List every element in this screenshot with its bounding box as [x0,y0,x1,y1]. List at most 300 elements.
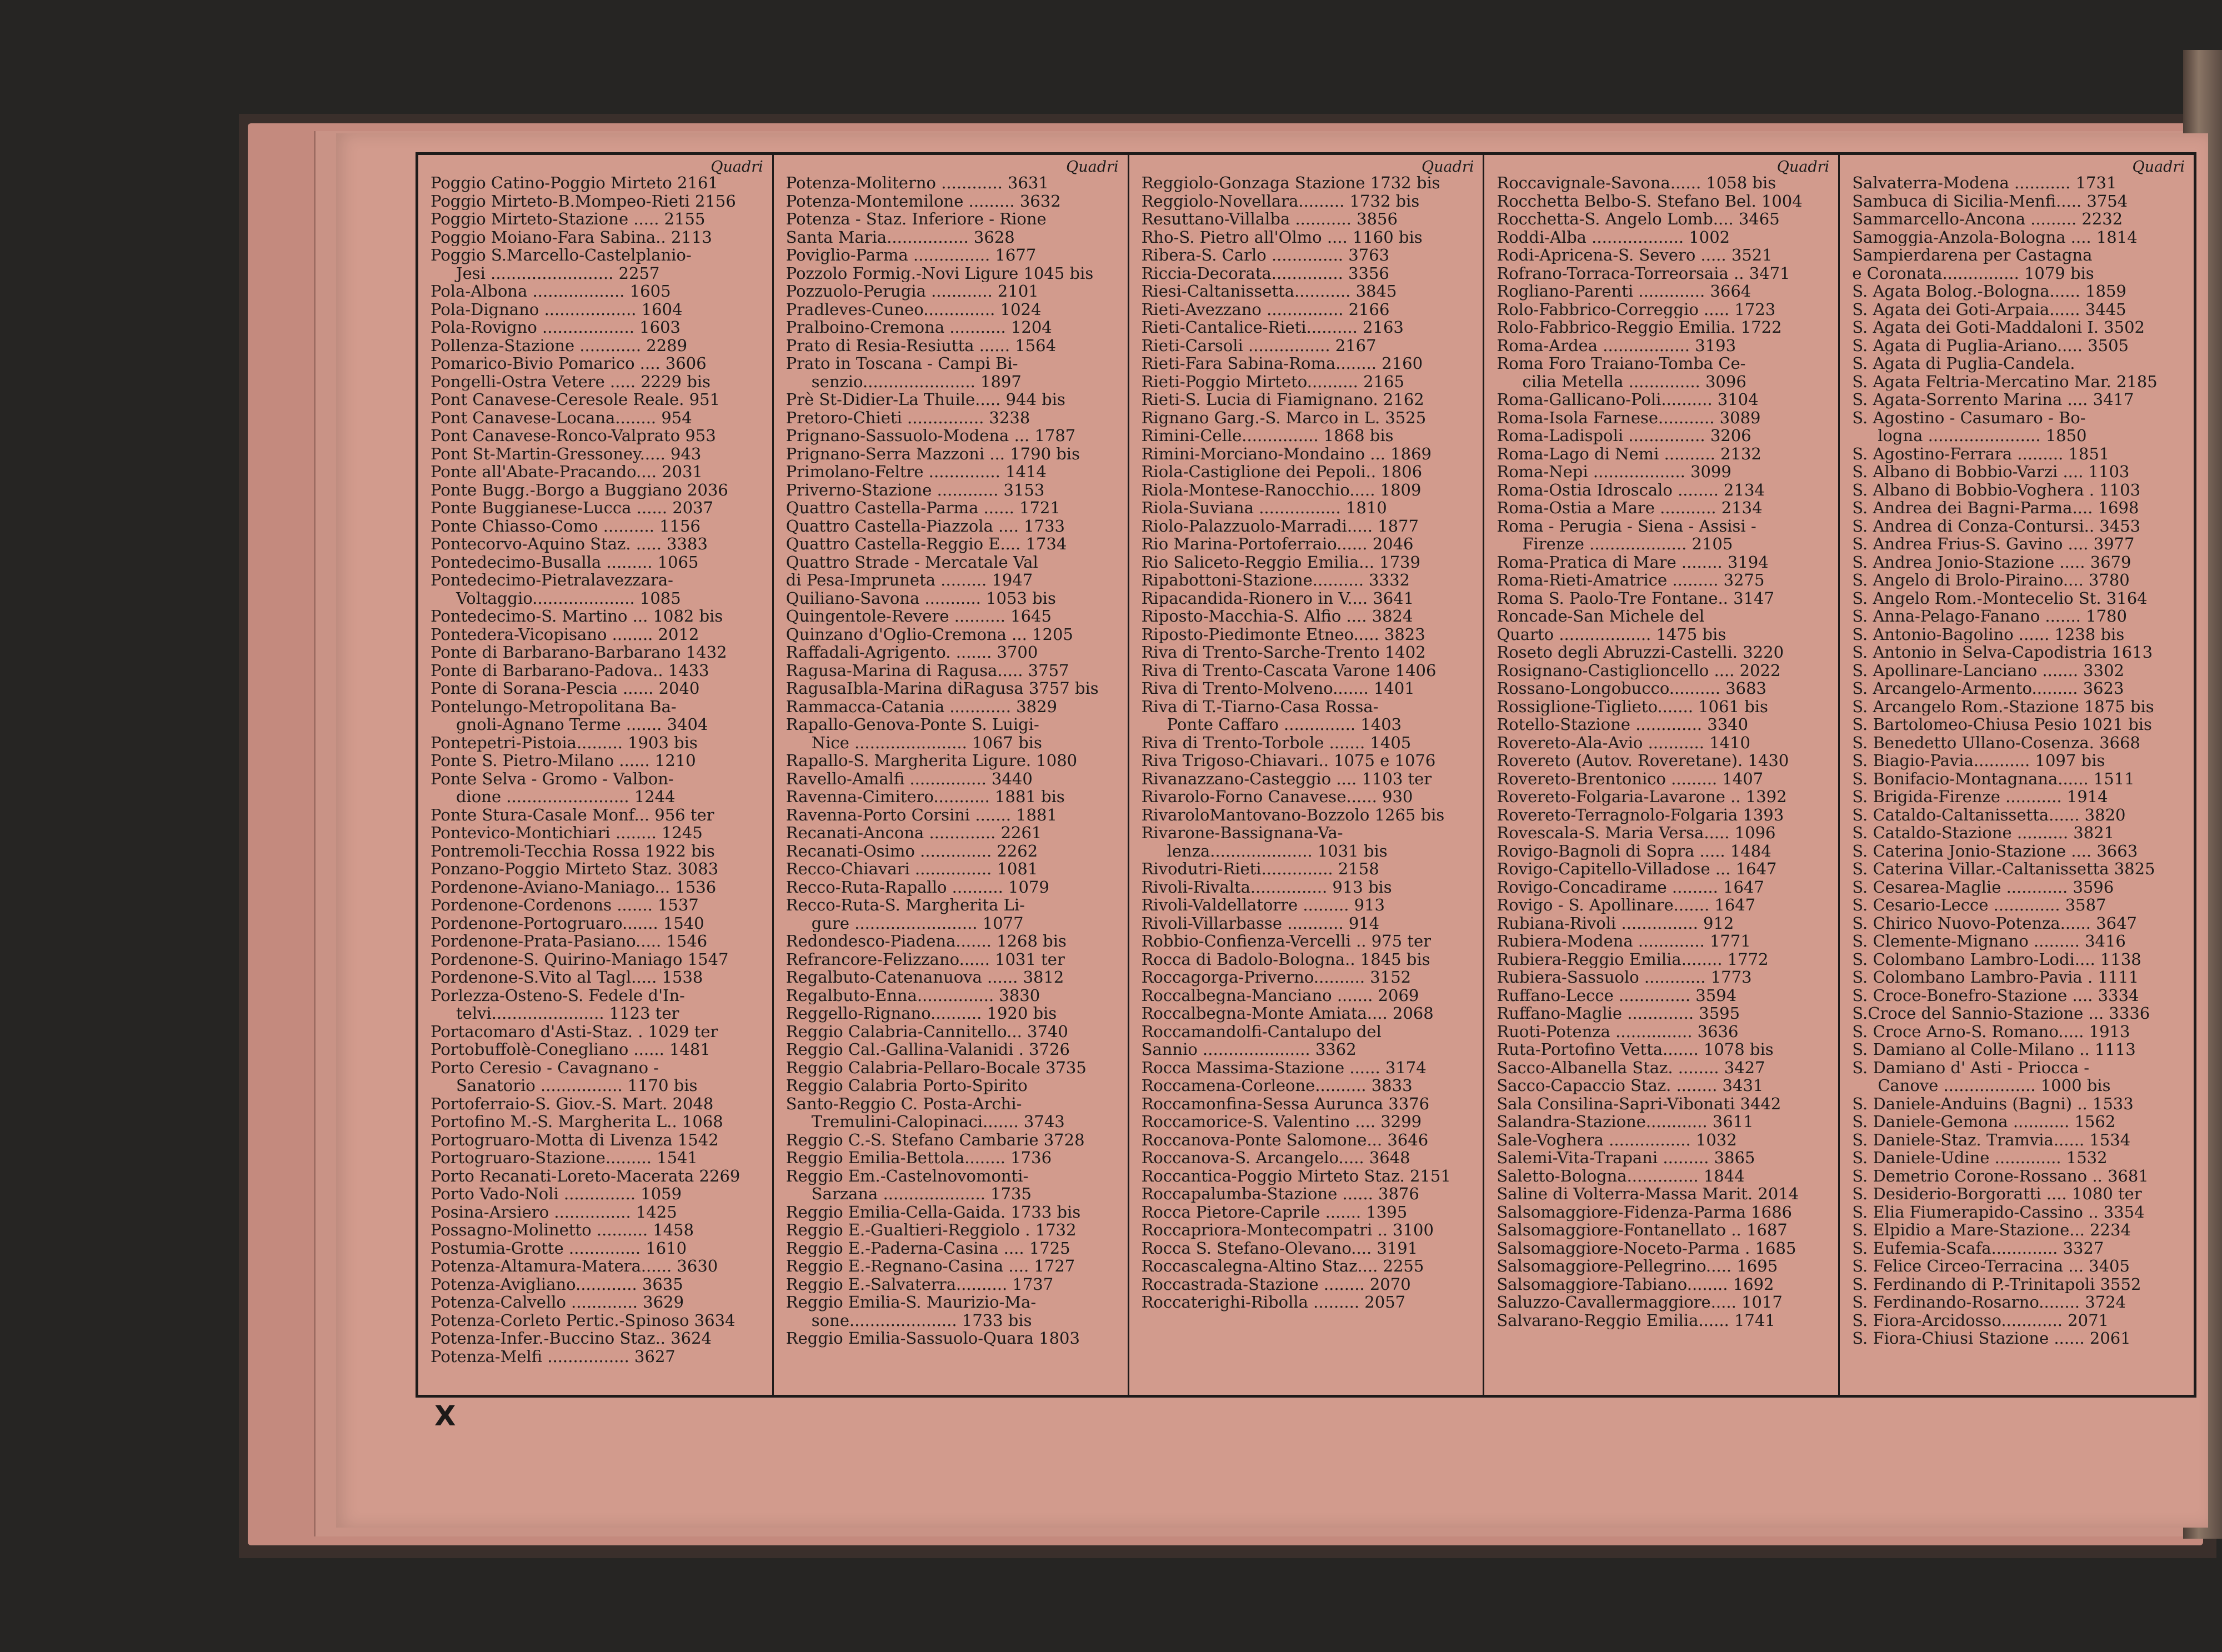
index-entry: Pozzolo Formig.-Novi Ligure 1045 bis [785,264,1094,282]
index-entry: S. Elpidio a Mare-Stazione... 2234 [1852,1221,2131,1239]
index-entry: Reggio Emilia-Bettola........ 1736 [785,1149,1052,1167]
index-entry: S. Bartolomeo-Chiusa Pesio 1021 bis [1852,715,2152,734]
index-entry: Rovereto-Brentonico ......... 1407 [1497,769,1764,788]
index-entry: Rolo-Fabbrico-Reggio Emilia. 1722 [1497,318,1782,337]
index-entry: Riva Trigoso-Chiavari.. 1075 e 1076 [1141,752,1436,770]
index-entry: S. Agata dei Goti-Maddaloni I. 3502 [1852,318,2145,337]
index-entry: cilia Metella .............. 3096 [1522,372,1746,391]
index-entry: Porto Vado-Noli .............. 1059 [431,1185,682,1203]
index-entry: Rossiglione-Tiglieto....... 1061 bis [1497,697,1768,715]
index-entry: Roma-Pratica di Mare ........ 3194 [1497,553,1769,571]
index-entry: Roma-Isola Farnese........... 3089 [1497,408,1761,427]
index-entry: Rovereto-Folgaria-Lavarone .. 1392 [1497,788,1787,806]
index-entry: S. Brigida-Firenze ........... 1914 [1852,788,2108,806]
index-entry: Rovigo-Bagnoli di Sopra ..... 1484 [1497,842,1771,860]
index-entry: Roma-Ardea ................. 3193 [1497,336,1736,354]
quadri-header: Quadri [710,158,763,176]
index-entry: Pontedecimo-Busalla ......... 1065 [431,553,699,571]
index-entry: S. Caterina Jonio-Stazione .... 3663 [1852,842,2138,860]
index-entry: dione ........................ 1244 [456,788,675,806]
index-entry: Quinzano d'Oglio-Cremona ... 1205 [785,625,1073,643]
index-entry: Redondesco-Piadena....... 1268 bis [785,932,1067,950]
index-entry: Roma-Rieti-Amatrice ......... 3275 [1497,571,1765,589]
index-entry: Ponte Caffaro .............. 1403 [1167,715,1402,734]
index-entry: Roma-Lago di Nemi .......... 2132 [1497,444,1761,463]
index-column-5 [1838,155,2194,1395]
index-entry: Roccavignale-Savona...... 1058 bis [1497,174,1776,192]
index-entry: Santa Maria................ 3628 [785,228,1015,246]
index-entry: senzio...................... 1897 [811,372,1022,391]
index-entry: Rapallo-S. Margherita Ligure. 1080 [785,752,1078,770]
index-entry: Pontecorvo-Aquino Staz. ..... 3383 [431,535,708,553]
index-entry: Pordenone-Aviano-Maniago... 1536 [431,878,717,896]
index-entry: Pralboino-Cremona ........... 1204 [785,318,1052,337]
index-entry: Pola-Albona .................. 1605 [431,282,671,301]
index-entry: Quattro Castella-Parma ...... 1721 [785,499,1060,517]
index-entry: Rivodutri-Rieti.............. 2158 [1141,860,1379,878]
index-entry: Robbio-Confienza-Vercelli .. 975 ter [1141,932,1431,950]
index-entry: Sampierdarena per Castagna [1852,246,2093,264]
index-entry: Potenza-Corleto Pertic.-Spinoso 3634 [431,1311,735,1329]
index-entry: Pontedecimo-S. Martino ... 1082 bis [431,607,723,625]
entry-list [786,174,1122,1348]
index-entry: S. Andrea Frius-S. Gavino .... 3977 [1852,535,2135,553]
index-entry: Salsomaggiore-Noceto-Parma . 1685 [1497,1239,1796,1257]
index-entry: Rimini-Morciano-Mondaino ... 1869 [1141,444,1432,463]
index-entry: Ponte di Barbarano-Barbarano 1432 [431,643,727,662]
index-entry: Reggello-Rignano.......... 1920 bis [785,1004,1057,1023]
index-entry: S. Andrea di Conza-Contursi.. 3453 [1852,517,2141,535]
index-entry: S. Colombano Lambro-Lodi.... 1138 [1852,950,2141,968]
index-entry: Pontedecimo-Pietralavezzara- [431,571,673,589]
index-entry: Rho-S. Pietro all'Olmo .... 1160 bis [1141,228,1423,246]
index-entry: Salsomaggiore-Tabiano........ 1692 [1497,1275,1774,1293]
index-entry: Potenza-Melfi ................ 3627 [431,1347,675,1365]
index-entry: Quarto .................. 1475 bis [1497,625,1726,643]
index-entry: Roddi-Alba .................. 1002 [1497,228,1730,246]
index-entry: S. Fiora-Arcidosso............ 2071 [1852,1311,2109,1329]
index-entry: Rieti-Fara Sabina-Roma........ 2160 [1141,354,1423,373]
index-entry: S. Cataldo-Stazione .......... 3821 [1852,824,2115,842]
index-entry: Salsomaggiore-Pellegrino..... 1695 [1497,1257,1778,1275]
index-entry: Reggio Emilia-Cella-Gaida. 1733 bis [785,1203,1081,1221]
index-entry: Sacco-Capaccio Staz. ........ 3431 [1497,1077,1764,1095]
index-entry: Resuttano-Villalba ........... 3856 [1141,210,1398,228]
index-entry: Ponte Buggianese-Lucca ...... 2037 [431,499,714,517]
index-entry: Rivoli-Valdellatorre ......... 913 [1141,896,1385,914]
index-entry: S. Anna-Pelago-Fanano ....... 1780 [1852,607,2127,625]
index-entry: Rubiera-Modena ............. 1771 [1497,932,1751,950]
index-entry: gnoli-Agnano Terme ....... 3404 [456,715,708,734]
index-entry: sone..................... 1733 bis [811,1311,1032,1329]
index-entry: Recco-Ruta-S. Margherita Li- [785,896,1025,914]
index-entry: Ravenna-Porto Corsini ....... 1881 [785,805,1057,824]
quadri-header: Quadri [2132,158,2185,176]
index-entry: Roseto degli Abruzzi-Castelli. 3220 [1497,643,1784,662]
index-entry: S. Albano di Bobbio-Varzi .... 1103 [1852,463,2130,481]
index-entry: Rieti-Poggio Mirteto.......... 2165 [1141,372,1404,391]
index-entry: Poggio S.Marcello-Castelplanio- [431,246,692,264]
index-entry: S. Cataldo-Caltanissetta...... 3820 [1852,805,2126,824]
index-entry: Potenza - Staz. Inferiore - Rione [785,210,1047,228]
index-entry: Quattro Castella-Reggio E.... 1734 [785,535,1067,553]
index-entry: S. Agostino-Ferrara ......... 1851 [1852,444,2110,463]
index-entry: Ravenna-Cimitero........... 1881 bis [785,788,1065,806]
index-entry: Salvaterra-Modena ........... 1731 [1852,174,2117,192]
index-entry: Posina-Arsiero ............... 1425 [431,1203,677,1221]
index-entry: Saluzzo-Cavallermaggiore..... 1017 [1497,1293,1783,1311]
index-entry: Jesi ........................ 2257 [456,264,660,282]
index-entry: Reggio Em.-Castelnovomonti- [785,1167,1029,1185]
index-entry: Raffadali-Agrigento. ....... 3700 [785,643,1038,662]
index-entry: Pretoro-Chieti ............... 3238 [785,408,1030,427]
index-entry: Roma S. Paolo-Tre Fontane.. 3147 [1497,589,1774,607]
index-entry: RivaroloMantovano-Bozzolo 1265 bis [1141,805,1445,824]
index-entry: Pordenone-Portogruaro....... 1540 [431,914,704,932]
index-entry: Porto Ceresio - Cavagnano - [431,1058,659,1077]
index-entry: Pola-Rovigno .................. 1603 [431,318,680,337]
index-entry: Poggio Catino-Poggio Mirteto 2161 [431,174,718,192]
index-entry: Roccapriora-Montecompatri .. 3100 [1141,1221,1434,1239]
index-entry: Canove .................. 1000 bis [1878,1077,2111,1095]
index-entry: Roccamena-Corleone.......... 3833 [1141,1077,1413,1095]
index-entry: Salvarano-Reggio Emilia...... 1741 [1497,1311,1775,1329]
index-entry: Ponte Chiasso-Como .......... 1156 [431,517,700,535]
index-entry: Riola-Montese-Ranocchio..... 1809 [1141,480,1422,499]
index-entry: Porlezza-Osteno-S. Fedele d'In- [431,986,685,1004]
index-entry: Rocca di Badolo-Bologna.. 1845 bis [1141,950,1430,968]
index-entry: Riposto-Piedimonte Etneo..... 3823 [1141,625,1425,643]
index-entry: lenza.................... 1031 bis [1167,842,1388,860]
index-entry: Potenza-Calvello ............. 3629 [431,1293,684,1311]
index-entry: Roncade-San Michele del [1497,607,1705,625]
index-entry: Rimini-Celle............... 1868 bis [1141,427,1394,445]
index-entry: Ponte all'Abate-Pracando.... 2031 [431,463,703,481]
index-entry: Rieti-Avezzano ............... 2166 [1141,300,1390,318]
index-entry: Roccapalumba-Stazione ...... 3876 [1141,1185,1419,1203]
index-entry: Rovigo - S. Apollinare....... 1647 [1497,896,1756,914]
index-entry: S. Angelo di Brolo-Piraino.... 3780 [1852,571,2130,589]
index-entry: Roccalbegna-Monte Amiata.... 2068 [1141,1004,1434,1023]
index-entry: Poggio Mirteto-Stazione ..... 2155 [431,210,705,228]
index-entry: S. Antonio in Selva-Capodistria 1613 [1852,643,2153,662]
index-entry: S. Damiano d' Asti - Priocca - [1852,1058,2090,1077]
index-entry: Reggiolo-Novellara......... 1732 bis [1141,192,1420,210]
index-entry: Pongelli-Ostra Vetere ..... 2229 bis [431,372,711,391]
index-entry: Ravello-Amalfi ............... 3440 [785,769,1033,788]
index-entry: Saletto-Bologna.............. 1844 [1497,1167,1745,1185]
entry-list [1852,174,2188,1348]
index-column-4 [1483,155,1838,1395]
index-entry: Reggio C.-S. Stefano Cambarie 3728 [785,1130,1085,1149]
index-entry: Refrancore-Felizzano...... 1031 ter [785,950,1065,968]
index-entry: S. Andrea dei Bagni-Parma.... 1698 [1852,499,2139,517]
index-entry: e Coronata............... 1079 bis [1852,264,2094,282]
index-entry: Recco-Ruta-Rapallo .......... 1079 [785,878,1049,896]
index-entry: S. Benedetto Ullano-Cosenza. 3668 [1852,733,2140,752]
index-entry: S. Apollinare-Lanciano ....... 3302 [1852,661,2124,679]
quadri-header: Quadri [1776,158,1830,176]
index-entry: Pontepetri-Pistoia......... 1903 bis [431,733,698,752]
index-entry: Roccalbegna-Manciano ....... 2069 [1141,986,1419,1004]
index-entry: Sala Consilina-Sapri-Vibonati 3442 [1497,1094,1781,1113]
index-entry: gure ........................ 1077 [811,914,1024,932]
index-entry: Rosignano-Castiglioncello .... 2022 [1497,661,1781,679]
index-entry: Riva di Trento-Molveno....... 1401 [1141,679,1415,698]
index-entry: Roccantica-Poggio Mirteto Staz. 2151 [1141,1167,1451,1185]
index-entry: S. Agata dei Goti-Arpaia...... 3445 [1852,300,2126,318]
index-entry: Rubiera-Reggio Emilia........ 1772 [1497,950,1769,968]
index-entry: S. Colombano Lambro-Pavia . 1111 [1852,968,2139,987]
index-entry: Possagno-Molinetto .......... 1458 [431,1221,694,1239]
index-entry: Poviglio-Parma ............... 1677 [785,246,1037,264]
index-entry: Riola-Castiglione dei Pepoli.. 1806 [1141,463,1423,481]
index-entry: Tremulini-Calopinaci....... 3743 [811,1113,1065,1131]
index-entry: S. Biagio-Pavia........... 1097 bis [1852,752,2105,770]
index-entry: Rivarone-Bassignana-Va- [1141,824,1343,842]
index-entry: S. Agata di Puglia-Ariano..... 3505 [1852,336,2129,354]
index-entry: Firenze ................... 2105 [1522,535,1733,553]
index-entry: S. Caterina Villar.-Caltanissetta 3825 [1852,860,2155,878]
entry-list [1497,174,1833,1329]
entry-list [1142,174,1478,1311]
index-entry: Roccastrada-Stazione ........ 2070 [1141,1275,1411,1293]
index-entry: S.Croce del Sannio-Stazione ... 3336 [1852,1004,2150,1023]
index-entry: Reggio E.-Regnano-Casina .... 1727 [785,1257,1075,1275]
index-entry: Prignano-Serra Mazzoni ... 1790 bis [785,444,1080,463]
index-entry: Salandra-Stazione............ 3611 [1497,1113,1754,1131]
index-entry: Rovigo-Concadirame ......... 1647 [1497,878,1764,896]
index-entry: Riposto-Macchia-S. Alfio .... 3824 [1141,607,1413,625]
index-entry: S. Antonio-Bagolino ...... 1238 bis [1852,625,2125,643]
index-entry: Riesi-Caltanissetta........... 3845 [1141,282,1397,301]
index-entry: Reggio Calabria-Pellaro-Bocale 3735 [785,1058,1087,1077]
index-entry: Rolo-Fabbrico-Correggio ..... 1723 [1497,300,1776,318]
index-entry: Ripabottoni-Stazione.......... 3332 [1141,571,1410,589]
index-entry: Sammarcello-Ancona ......... 2232 [1852,210,2123,228]
index-entry: Roccamorice-S. Valentino .... 3299 [1141,1113,1422,1131]
index-entry: Rovereto (Autov. Roveretane). 1430 [1497,752,1789,770]
index-entry: S. Clemente-Mignano ......... 3416 [1852,932,2126,950]
index-entry: Pomarico-Bivio Pomarico .... 3606 [431,354,707,373]
index-entry: Rapallo-Genova-Ponte S. Luigi- [785,715,1039,734]
index-entry: Rio Saliceto-Reggio Emilia... 1739 [1141,553,1420,571]
index-entry: Ponte Bugg.-Borgo a Buggiano 2036 [431,480,728,499]
index-entry: Ribera-S. Carlo .............. 3763 [1141,246,1390,264]
index-entry: S. Chirico Nuovo-Potenza...... 3647 [1852,914,2137,932]
index-entry: Rivanazzano-Casteggio .... 1103 ter [1141,769,1432,788]
index-entry: Riva di Trento-Sarche-Trento 1402 [1141,643,1426,662]
index-entry: Rocca Pietore-Caprile ....... 1395 [1141,1203,1408,1221]
index-entry: Portobuffolè-Conegliano ...... 1481 [431,1040,710,1059]
index-entry: Roccanova-S. Arcangelo..... 3648 [1141,1149,1410,1167]
index-entry: di Pesa-Impruneta ......... 1947 [785,571,1033,589]
index-entry: Voltaggio.................... 1085 [456,589,681,607]
index-entry: S. Andrea Jonio-Stazione ..... 3679 [1852,553,2131,571]
index-entry: Rovigo-Capitello-Villadose ... 1647 [1497,860,1777,878]
index-entry: Riva di Trento-Torbole ....... 1405 [1141,733,1412,752]
index-entry: Rocca S. Stefano-Olevano.... 3191 [1141,1239,1418,1257]
index-entry: S. Eufemia-Scafa............. 3327 [1852,1239,2104,1257]
index-entry: Roma Foro Traiano-Tomba Ce- [1497,354,1746,373]
index-entry: S. Agata-Sorrento Marina .... 3417 [1852,391,2134,409]
index-entry: S. Agostino - Casumaro - Bo- [1852,408,2086,427]
index-entry: Sacco-Albanella Staz. ........ 3427 [1497,1058,1765,1077]
index-entry: Portoferraio-S. Giov.-S. Mart. 2048 [431,1094,714,1113]
index-entry: Rocca Massima-Stazione ...... 3174 [1141,1058,1427,1077]
index-entry: logna ...................... 1850 [1878,427,2087,445]
index-entry: Roccamonfina-Sessa Aurunca 3376 [1141,1094,1430,1113]
index-entry: Santo-Reggio C. Posta-Archi- [785,1094,1022,1113]
index-entry: Reggio Calabria-Cannitello... 3740 [785,1022,1068,1040]
index-entry: Pordenone-S.Vito al Tagl..... 1538 [431,968,703,987]
index-entry: Primolano-Feltre .............. 1414 [785,463,1047,481]
index-entry: Sannio ..................... 3362 [1141,1040,1357,1059]
index-entry: Roma-Ostia Idroscalo ........ 2134 [1497,480,1765,499]
page-marker: X [434,1400,456,1432]
index-entry: Samoggia-Anzola-Bologna .... 1814 [1852,228,2138,246]
index-entry: Salsomaggiore-Fidenza-Parma 1686 [1497,1203,1792,1221]
index-entry: S. Desiderio-Borgoratti .... 1080 ter [1852,1185,2142,1203]
index-entry: Quattro Castella-Piazzola .... 1733 [785,517,1065,535]
index-entry: Riva di Trento-Cascata Varone 1406 [1141,661,1437,679]
index-entry: Rivoli-Villarbasse ........... 914 [1141,914,1380,932]
index-entry: Ruoti-Potenza ............... 3636 [1497,1022,1739,1040]
index-entry: Salsomaggiore-Fontanellato .. 1687 [1497,1221,1788,1239]
index-entry: Recanati-Osimo .............. 2262 [785,842,1038,860]
index-entry: Quingentole-Revere .......... 1645 [785,607,1052,625]
index-entry: Roma-Ostia a Mare ........... 2134 [1497,499,1763,517]
index-entry: Ruta-Portofino Vetta....... 1078 bis [1497,1040,1774,1059]
index-entry: Pordenone-Prata-Pasiano..... 1546 [431,932,708,950]
index-entry: Pola-Dignano .................. 1604 [431,300,683,318]
index-entry: Rubiera-Sassuolo ............ 1773 [1497,968,1752,987]
index-entry: Potenza-Infer.-Buccino Staz.. 3624 [431,1329,712,1348]
index-entry: Riola-Suviana ................ 1810 [1141,499,1387,517]
index-column-3 [1128,155,1483,1395]
index-entry: S. Bonifacio-Montagnana...... 1511 [1852,769,2135,788]
index-entry: Reggiolo-Gonzaga Stazione 1732 bis [1141,174,1440,192]
index-entry: Rovereto-Ala-Avio ........... 1410 [1497,733,1750,752]
index-entry: Rio Marina-Portoferraio...... 2046 [1141,535,1414,553]
index-entry: S. Agata Bolog.-Bologna...... 1859 [1852,282,2126,301]
index-entry: Pollenza-Stazione ............ 2289 [431,336,688,354]
index-entry: Reggio Emilia-Sassuolo-Quara 1803 [785,1329,1080,1348]
index-entry: S. Daniele-Staz. Tramvia...... 1534 [1852,1130,2131,1149]
index-entry: Rovescala-S. Maria Versa..... 1096 [1497,824,1776,842]
index-entry: S. Agata Feltria-Mercatino Mar. 2185 [1852,372,2158,391]
quadri-header: Quadri [1421,158,1474,176]
index-entry: Poggio Moiano-Fara Sabina.. 2113 [431,228,712,246]
index-entry: Pontedera-Vicopisano ........ 2012 [431,625,699,643]
index-entry: Prè St-Didier-La Thuile..... 944 bis [785,391,1065,409]
index-entry: Reggio Emilia-S. Maurizio-Ma- [785,1293,1037,1311]
index-entry: Poggio Mirteto-B.Mompeo-Rieti 2156 [431,192,736,210]
index-entry: Rivarolo-Forno Canavese...... 930 [1141,788,1413,806]
index-entry: Potenza-Avigliano............ 3635 [431,1275,683,1293]
index-entry: Ponte di Barbarano-Padova.. 1433 [431,661,709,679]
index-entry: Rocchetta Belbo-S. Stefano Bel. 1004 [1497,192,1803,210]
index-entry: Roccamandolfi-Cantalupo del [1141,1022,1382,1040]
index-entry: Reggio E.-Salvaterra.......... 1737 [785,1275,1054,1293]
index-entry: S. Daniele-Gemona ........... 1562 [1852,1113,2116,1131]
index-entry: Rovereto-Terragnolo-Folgaria 1393 [1497,805,1784,824]
index-entry: S. Angelo Rom.-Montecelio St. 3164 [1852,589,2148,607]
index-entry: S. Elia Fiumerapido-Cassino .. 3354 [1852,1203,2145,1221]
index-entry: Ripacandida-Rionero in V.... 3641 [1141,589,1414,607]
index-entry: Rossano-Longobucco.......... 3683 [1497,679,1766,698]
index-entry: Pordenone-S. Quirino-Maniago 1547 [431,950,729,968]
index-entry: RagusaIbla-Marina diRagusa 3757 bis [785,679,1099,698]
index-entry: Prato di Resia-Resiutta ...... 1564 [785,336,1057,354]
index-entry: Recco-Chiavari ............... 1081 [785,860,1038,878]
index-entry: S. Daniele-Udine ............. 1532 [1852,1149,2108,1167]
index-entry: Nice ...................... 1067 bis [811,733,1042,752]
index-entry: Ruffano-Maglie ............. 3595 [1497,1004,1740,1023]
index-entry: Ponte Selva - Gromo - Valbon- [431,769,674,788]
index-entry: S. Ferdinando-Rosarno........ 3724 [1852,1293,2126,1311]
index-entry: Porto Recanati-Loreto-Macerata 2269 [431,1167,740,1185]
index-entry: Pradleves-Cuneo.............. 1024 [785,300,1042,318]
index-entry: Roccagorga-Priverno.......... 3152 [1141,968,1412,987]
index-entry: Postumia-Grotte .............. 1610 [431,1239,687,1257]
index-entry: Ponte S. Pietro-Milano ...... 1210 [431,752,696,770]
index-entry: S. Fiora-Chiusi Stazione ...... 2061 [1852,1329,2131,1348]
index-entry: S. Arcangelo Rom.-Stazione 1875 bis [1852,697,2154,715]
index-entry: Rofrano-Torraca-Torreorsaia .. 3471 [1497,264,1790,282]
index-entry: S. Daniele-Anduins (Bagni) .. 1533 [1852,1094,2134,1113]
index-entry: Pont Canavese-Ronco-Valprato 953 [431,427,716,445]
index-entry: S. Damiano al Colle-Milano .. 1113 [1852,1040,2136,1059]
index-entry: S. Agata di Puglia-Candela. [1852,354,2075,373]
index-entry: Riva di T.-Tiarno-Casa Rossa- [1141,697,1379,715]
index-entry: Roccanova-Ponte Salomone... 3646 [1141,1130,1429,1149]
index-entry: S. Felice Circeo-Terracina ... 3405 [1852,1257,2130,1275]
index-entry: Sambuca di Sicilia-Menfi..... 3754 [1852,192,2128,210]
index-entry: Rieti-Cantalice-Rieti.......... 2163 [1141,318,1404,337]
index-entry: Portogruaro-Stazione......... 1541 [431,1149,698,1167]
index-entry: Potenza-Montemilone ......... 3632 [785,192,1061,210]
index-entry: Salemi-Vita-Trapani ......... 3865 [1497,1149,1755,1167]
index-entry: Sale-Voghera ................ 1032 [1497,1130,1737,1149]
index-entry: Rieti-S. Lucia di Fiamignano. 2162 [1141,391,1424,409]
index-entry: Ponte di Sorana-Pescia ...... 2040 [431,679,700,698]
index-entry: Roccaterighi-Ribolla ......... 2057 [1141,1293,1406,1311]
entry-list [431,174,767,1365]
index-entry: Portogruaro-Motta di Livenza 1542 [431,1130,719,1149]
index-entry: Riccia-Decorata.............. 3356 [1141,264,1389,282]
index-entry: Pordenone-Cordenons ....... 1537 [431,896,699,914]
index-entry: Rivoli-Rivalta............... 913 bis [1141,878,1392,896]
index-entry: Pozzuolo-Perugia ............ 2101 [785,282,1039,301]
index-entry: Quattro Strade - Mercatale Val [785,553,1038,571]
index-entry: Priverno-Stazione ............ 3153 [785,480,1045,499]
index-entry: Ragusa-Marina di Ragusa..... 3757 [785,661,1069,679]
index-column-2 [772,155,1128,1395]
index-entry: Roccascalegna-Altino Staz.... 2255 [1141,1257,1424,1275]
index-entry: Reggio Calabria Porto-Spirito [785,1077,1028,1095]
index-entry: Ponte Stura-Casale Monf... 956 ter [431,805,714,824]
index-entry: Pontevico-Montichiari ........ 1245 [431,824,703,842]
index-entry: Roma-Ladispoli ............... 3206 [1497,427,1751,445]
index-entry: Portacomaro d'Asti-Staz. . 1029 ter [431,1022,718,1040]
index-entry: Roma-Nepi .................. 3099 [1497,463,1731,481]
index-entry: Potenza-Altamura-Matera...... 3630 [431,1257,718,1275]
index-entry: S. Croce-Bonefro-Stazione .... 3334 [1852,986,2139,1004]
index-entry: Sarzana .................... 1735 [811,1185,1032,1203]
index-entry: Pont St-Martin-Gressoney..... 943 [431,444,702,463]
index-entry: Roma-Gallicano-Poli.......... 3104 [1497,391,1759,409]
